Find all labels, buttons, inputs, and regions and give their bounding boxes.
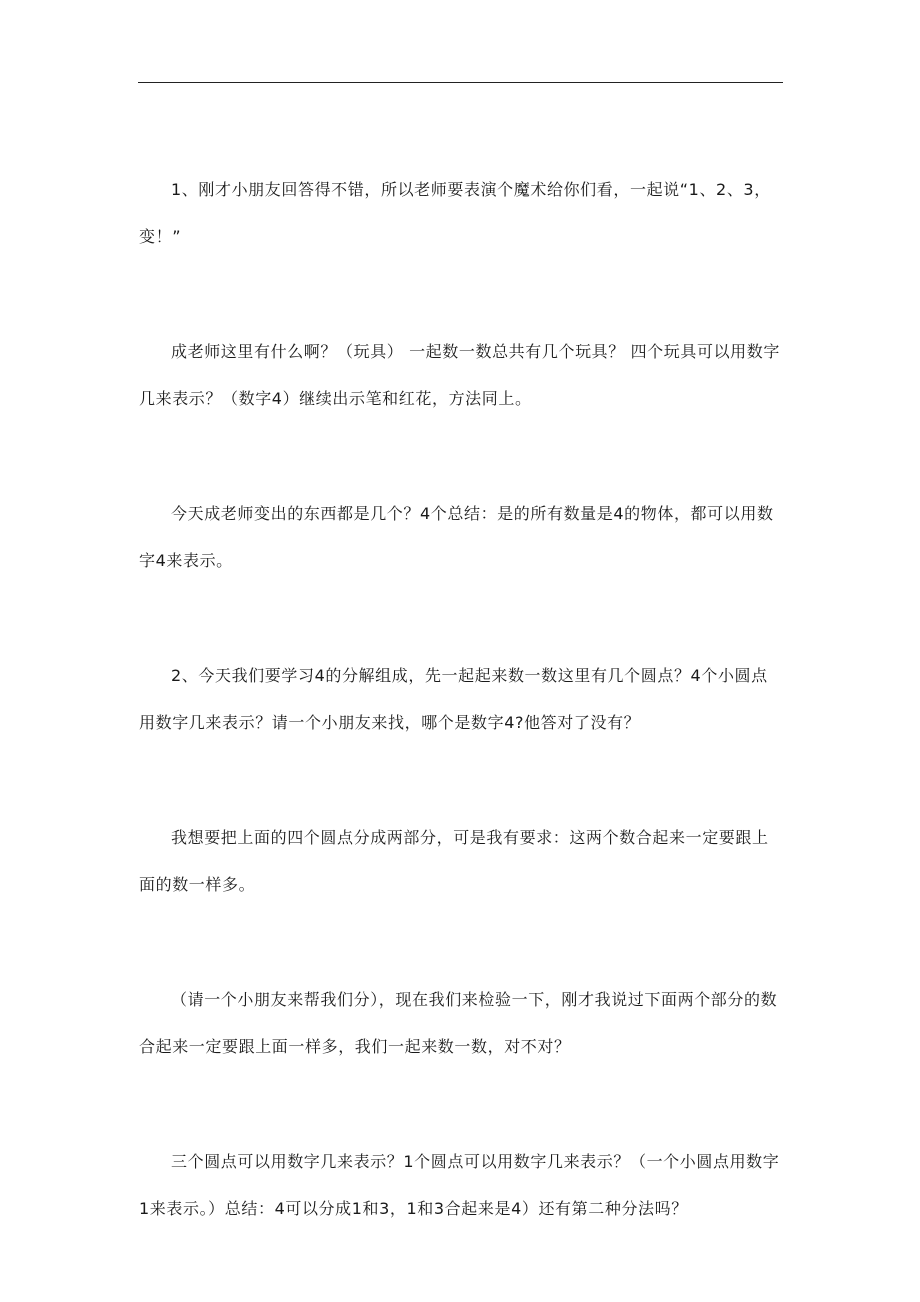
paragraph-4: 2、今天我们要学习4的分解组成，先一起起来数一数这里有几个圆点？4个小圆点用数字几来表示？请一个小朋友来找，哪个是数字4?他答对了没有？ — [139, 666, 768, 732]
paragraph-5: 我想要把上面的四个圆点分成两部分，可是我有要求：这两个数合起来一定要跟上面的数一样多。 — [139, 828, 769, 894]
paragraph-1: 1、刚才小朋友回答得不错，所以老师要表演个魔术给你们看，一起说“1、2、3，变！” — [139, 180, 771, 246]
document-body — [139, 166, 784, 1300]
header-rule — [138, 82, 783, 83]
paragraph-6: （请一个小朋友来帮我们分），现在我们来检验一下，刚才我说过下面两个部分的数合起来一定要跟上面一样多，我们一起来数一数，对不对？ — [139, 990, 778, 1056]
paragraph-3: 今天成老师变出的东西都是几个？4个总结：是的所有数量是4的物体，都可以用数字4来表示。 — [139, 504, 774, 570]
paragraph-2: 成老师这里有什么啊？（玩具） 一起数一数总共有几个玩具？ 四个玩具可以用数字几来表示？（数字4）继续出示笔和红花，方法同上。 — [139, 342, 780, 408]
paragraph-7: 三个圆点可以用数字几来表示？1个圆点可以用数字几来表示？（一个小圆点用数字1来表示。）总结：4可以分成1和3，1和3合起来是4）还有第二种分法吗？ — [139, 1152, 780, 1218]
